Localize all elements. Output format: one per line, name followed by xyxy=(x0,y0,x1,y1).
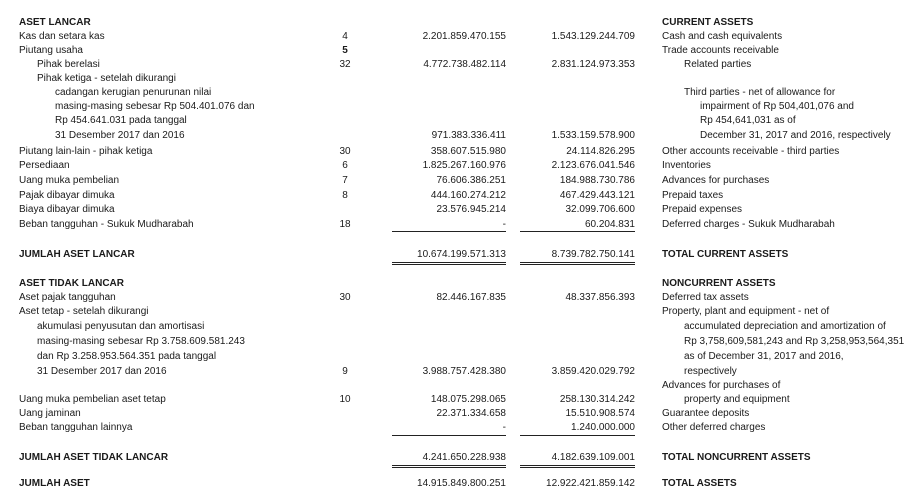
table-row xyxy=(0,129,923,143)
table-row xyxy=(0,189,923,203)
row-value-2016: 2.123.676.041.546 xyxy=(551,160,635,171)
row-value-2016: 48.337.856.393 xyxy=(565,292,635,303)
table-row xyxy=(0,320,923,334)
row-label-id: 31 Desember 2017 dan 2016 xyxy=(37,366,167,377)
row-note: 18 xyxy=(339,219,351,230)
table-row xyxy=(0,291,923,305)
table-row xyxy=(0,218,923,232)
current-assets-heading-en: CURRENT ASSETS xyxy=(662,17,754,28)
row-label-en: Advances for purchases xyxy=(662,175,770,186)
table-row xyxy=(0,159,923,173)
row-value-2016: 60.204.831 xyxy=(584,219,635,230)
row-value-2016: 2.831.124.973.353 xyxy=(551,59,635,70)
row-label-en: Cash and cash equivalents xyxy=(662,31,783,42)
row-label-en: December 31, 2017 and 2016, respectively xyxy=(700,130,891,141)
row-label-id: masing-masing sebesar Rp 3.758.609.581.243 xyxy=(37,336,245,347)
table-row xyxy=(0,100,923,114)
row-label-en: impairment of Rp 504,401,076 and xyxy=(700,101,854,112)
row-label-en: Other accounts receivable - third parties xyxy=(662,146,840,157)
total-double-rule-2017 xyxy=(392,465,506,468)
row-label-en: Deferred tax assets xyxy=(662,292,749,303)
noncurrent-assets-heading-row xyxy=(0,277,923,291)
table-row xyxy=(0,407,923,421)
total-label-en: TOTAL NONCURRENT ASSETS xyxy=(662,452,811,463)
table-row xyxy=(0,44,923,58)
table-row xyxy=(0,335,923,349)
table-row xyxy=(0,72,923,86)
total-double-rule-2016 xyxy=(520,262,635,265)
row-note: 32 xyxy=(339,59,351,70)
table-row xyxy=(0,305,923,319)
row-label-id: Pihak ketiga - setelah dikurangi xyxy=(37,73,176,84)
grand-total-value-2016: 12.922.421.859.142 xyxy=(546,478,635,489)
row-label-en: Inventories xyxy=(662,160,711,171)
table-row xyxy=(0,421,923,435)
row-value-2017: - xyxy=(502,219,506,230)
total-noncurrent-assets-row xyxy=(0,451,923,465)
total-label-id: JUMLAH ASET LANCAR xyxy=(19,249,135,260)
row-label-id: Uang muka pembelian xyxy=(19,175,120,186)
row-value-2016: 1.240.000.000 xyxy=(571,422,635,433)
row-label-id: Beban tangguhan lainnya xyxy=(19,422,133,433)
table-row xyxy=(0,365,923,379)
noncurrent-assets-heading-id: ASET TIDAK LANCAR xyxy=(19,278,124,289)
row-note: 8 xyxy=(342,190,348,201)
row-label-id: 31 Desember 2017 dan 2016 xyxy=(55,130,185,141)
subtotal-rule-2016 xyxy=(520,231,635,233)
row-label-en: Prepaid taxes xyxy=(662,190,724,201)
noncurrent-assets-heading-en: NONCURRENT ASSETS xyxy=(662,278,776,289)
table-row xyxy=(0,86,923,100)
row-label-en: Trade accounts receivable xyxy=(662,45,779,56)
row-value-2016: 1.543.129.244.709 xyxy=(551,31,635,42)
row-label-id: Kas dan setara kas xyxy=(19,31,105,42)
row-label-en: Advances for purchases of xyxy=(662,380,781,391)
row-label-id: Pihak berelasi xyxy=(37,59,100,70)
subtotal-rule-2017 xyxy=(392,435,506,437)
row-label-id: Pajak dibayar dimuka xyxy=(19,190,115,201)
total-label-id: JUMLAH ASET TIDAK LANCAR xyxy=(19,452,169,463)
total-value-2016: 8.739.782.750.141 xyxy=(551,249,635,260)
row-note: 4 xyxy=(342,31,348,42)
row-label-en: as of December 31, 2017 and 2016, xyxy=(684,351,844,362)
row-value-2017: 444.160.274.212 xyxy=(430,190,506,201)
table-row xyxy=(0,379,923,393)
row-value-2017: 358.607.515.980 xyxy=(430,146,506,157)
row-label-id: Rp 454.641.031 pada tanggal xyxy=(55,115,187,126)
total-value-2017: 4.241.650.228.938 xyxy=(422,452,506,463)
row-label-en: Third parties - net of allowance for xyxy=(684,87,836,98)
row-label-id: Uang muka pembelian aset tetap xyxy=(19,394,166,405)
row-value-2016: 32.099.706.600 xyxy=(565,204,635,215)
row-label-en: Property, plant and equipment - net of xyxy=(662,306,830,317)
row-label-id: akumulasi penyusutan dan amortisasi xyxy=(37,321,205,332)
row-label-id: Piutang lain-lain - pihak ketiga xyxy=(19,146,153,157)
row-label-id: Aset tetap - setelah dikurangi xyxy=(19,306,149,317)
table-row xyxy=(0,145,923,159)
total-assets-row xyxy=(0,477,923,491)
row-label-id: Uang jaminan xyxy=(19,408,81,419)
current-assets-heading-id: ASET LANCAR xyxy=(19,17,91,28)
row-value-2016: 258.130.314.242 xyxy=(559,394,635,405)
row-label-en: respectively xyxy=(684,366,737,377)
row-value-2016: 467.429.443.121 xyxy=(559,190,635,201)
row-value-2017: 4.772.738.482.114 xyxy=(423,59,506,70)
total-double-rule-2017 xyxy=(392,262,506,265)
row-note: 5 xyxy=(342,45,348,56)
row-label-id: cadangan kerugian penurunan nilai xyxy=(55,87,212,98)
row-note: 6 xyxy=(342,160,348,171)
subtotal-rule-2016 xyxy=(520,435,635,437)
row-label-en: Deferred charges - Sukuk Mudharabah xyxy=(662,219,835,230)
total-value-2016: 4.182.639.109.001 xyxy=(551,452,635,463)
table-row xyxy=(0,58,923,72)
row-value-2017: - xyxy=(502,422,506,433)
row-label-id: Piutang usaha xyxy=(19,45,83,56)
total-value-2017: 10.674.199.571.313 xyxy=(417,249,506,260)
row-label-en: Related parties xyxy=(684,59,752,70)
row-value-2016: 1.533.159.578.900 xyxy=(551,130,635,141)
row-value-2017: 2.201.859.470.155 xyxy=(422,31,506,42)
row-value-2017: 971.383.336.411 xyxy=(431,130,506,141)
table-row xyxy=(0,393,923,407)
row-note: 9 xyxy=(342,366,348,377)
table-row xyxy=(0,174,923,188)
row-value-2017: 3.988.757.428.380 xyxy=(422,366,506,377)
table-row xyxy=(0,30,923,44)
row-value-2017: 76.606.386.251 xyxy=(436,175,506,186)
subtotal-rule-2017 xyxy=(392,231,506,233)
table-row xyxy=(0,350,923,364)
row-label-en: Prepaid expenses xyxy=(662,204,743,215)
row-value-2017: 22.371.334.658 xyxy=(436,408,506,419)
row-note: 30 xyxy=(339,292,351,303)
total-double-rule-2016 xyxy=(520,465,635,468)
row-note: 30 xyxy=(339,146,351,157)
grand-total-value-2017: 14.915.849.800.251 xyxy=(417,478,506,489)
row-label-en: Guarantee deposits xyxy=(662,408,750,419)
row-label-id: Biaya dibayar dimuka xyxy=(19,204,115,215)
row-label-en: Rp 454,641,031 as of xyxy=(700,115,796,126)
row-value-2016: 184.988.730.786 xyxy=(559,175,635,186)
row-label-en: Other deferred charges xyxy=(662,422,766,433)
row-value-2017: 23.576.945.214 xyxy=(436,204,506,215)
total-label-en: TOTAL CURRENT ASSETS xyxy=(662,249,789,260)
row-label-en: property and equipment xyxy=(684,394,790,405)
row-value-2017: 82.446.167.835 xyxy=(436,292,506,303)
row-value-2017: 1.825.267.160.976 xyxy=(422,160,506,171)
row-label-id: dan Rp 3.258.953.564.351 pada tanggal xyxy=(37,351,217,362)
total-current-assets-row xyxy=(0,248,923,262)
row-value-2016: 3.859.420.029.792 xyxy=(551,366,635,377)
row-value-2016: 15.510.908.574 xyxy=(565,408,635,419)
current-assets-heading-row xyxy=(0,16,923,30)
row-label-en: accumulated depreciation and amortization of xyxy=(684,321,886,332)
row-note: 7 xyxy=(342,175,348,186)
table-row xyxy=(0,203,923,217)
row-label-id: Persediaan xyxy=(19,160,70,171)
grand-total-label-en: TOTAL ASSETS xyxy=(662,478,737,489)
table-row xyxy=(0,114,923,128)
row-label-id: masing-masing sebesar Rp 504.401.076 dan xyxy=(55,101,255,112)
row-note: 10 xyxy=(339,394,351,405)
grand-total-label-id: JUMLAH ASET xyxy=(19,478,90,489)
row-label-id: Beban tangguhan - Sukuk Mudharabah xyxy=(19,219,194,230)
row-label-id: Aset pajak tangguhan xyxy=(19,292,116,303)
row-value-2016: 24.114.826.295 xyxy=(566,146,635,157)
row-label-en: Rp 3,758,609,581,243 and Rp 3,258,953,564,351 xyxy=(684,336,905,347)
row-value-2017: 148.075.298.065 xyxy=(430,394,506,405)
